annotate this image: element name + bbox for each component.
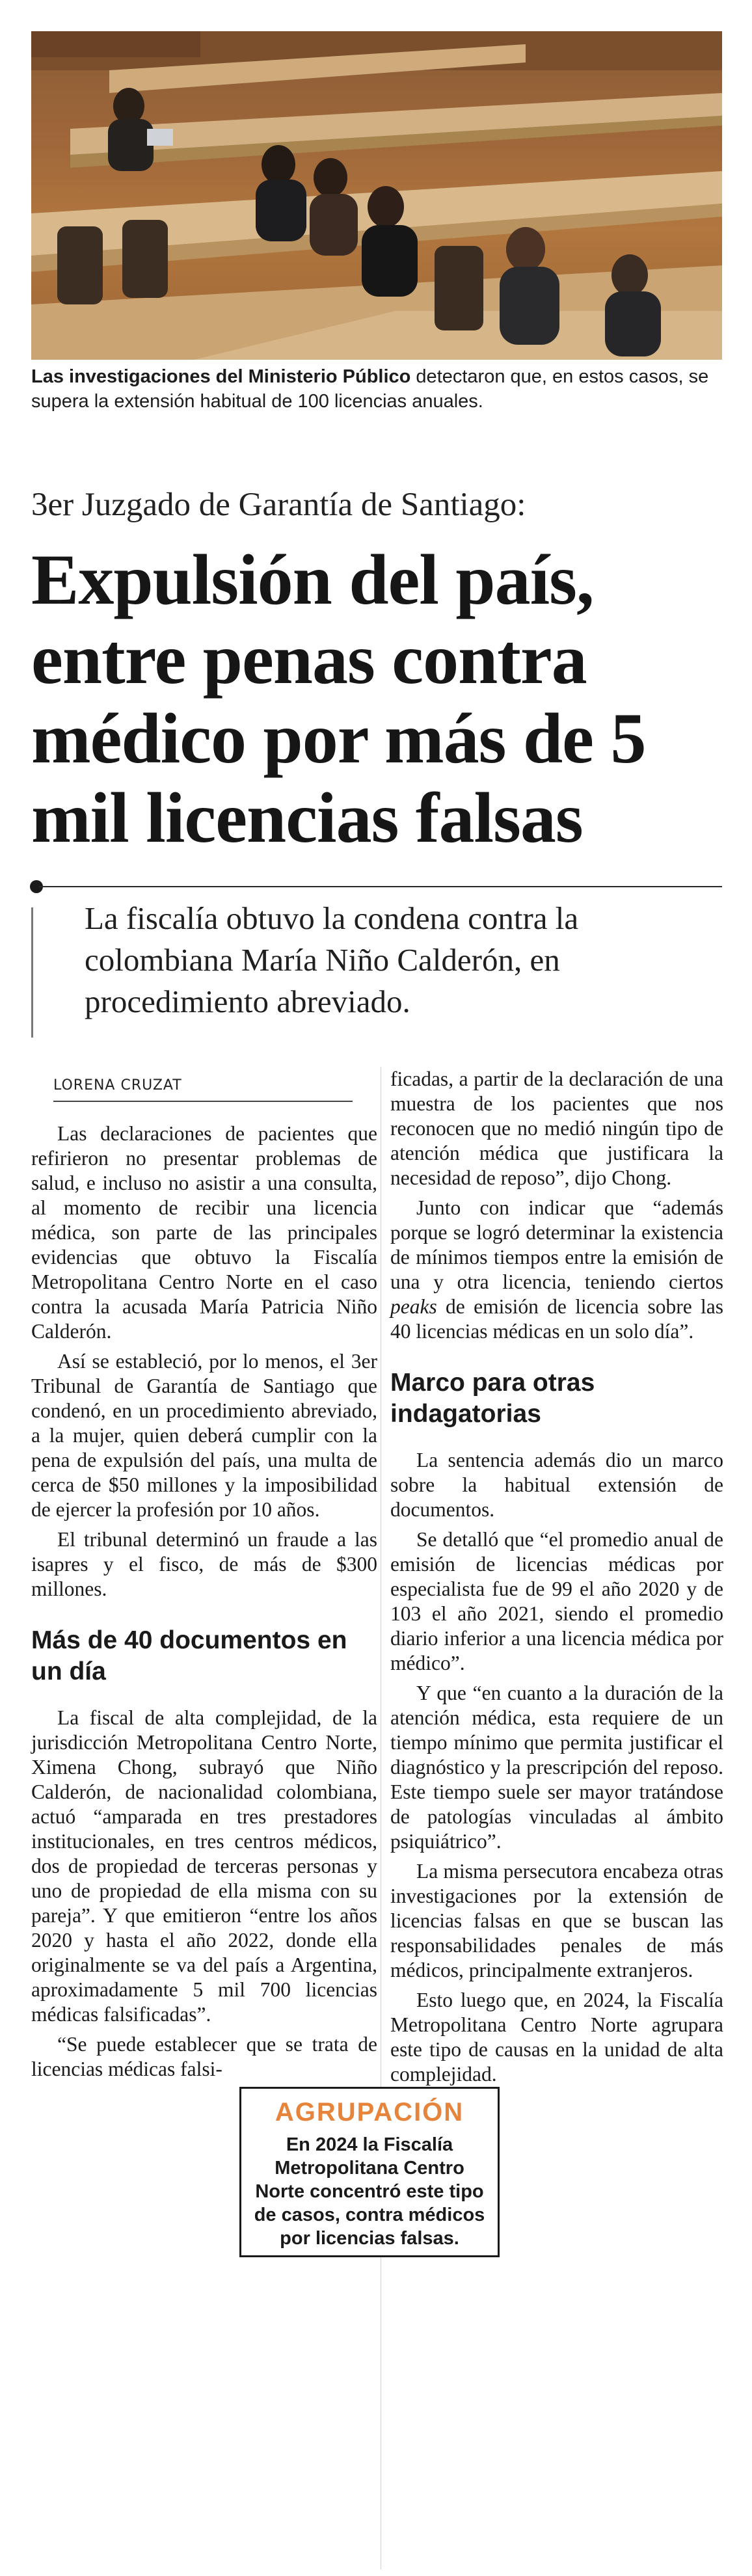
paragraph: La misma persecutora encabeza otras investigaciones por la extensión de licencias falsas en que se buscan las responsabilidades penales de más médicos, principalmente extranjeros. — [390, 1860, 723, 1981]
byline-rule — [53, 1101, 353, 1102]
highlight-text: En 2024 la Fiscalía Metropolitana Centro Norte concentró este tipo de casos, contra médicos por licencias falsas. — [254, 2134, 485, 2249]
highlight-box — [239, 2087, 500, 2257]
paragraph: La sentencia además dio un marco sobre la habitual extensión de documentos. — [390, 1449, 723, 1521]
paragraph: Y que “en cuanto a la duración de la atención médica, esta requiere de un tiempo mínimo que permita justificar el diagnóstico y la prescripción del reposo. Este tiempo suele ser mayor tratándose de patologías vinculadas al ámbito psiquiátrico”. — [390, 1682, 723, 1853]
section-heading: Más de 40 documentos en un día — [31, 1626, 347, 1685]
caption-bold: Las investigaciones del Ministerio Público — [31, 366, 411, 387]
paragraph: La fiscal de alta complejidad, de la jurisdicción Metropolitana Centro Norte, Ximena Chong, subrayó que Niño Calderón, de nacionalidad colombiana, actuó “amparada en tres prestadores institucionales, en tres centros médicos, dos de propiedad de terceras personas y uno de propiedad de ella misma con su pareja”. Y que emitieron “entre los años 2020 y hasta el año 2022, donde ella originalmente se va del país a Argentina, aproximadamente 5 mil 700 licencias médicas falsificadas”. — [31, 1706, 377, 2026]
courtroom-illustration — [31, 31, 722, 360]
highlight-label: AGRUPACIÓN — [275, 2098, 464, 2127]
paragraph — [390, 1196, 723, 1344]
left-column — [31, 1121, 377, 2087]
courtroom-photo — [31, 31, 751, 360]
headline-rule — [39, 886, 722, 887]
caption-text: detectaron que, en estos casos, se supera la extensión habitual de 100 licencias anuales. — [31, 366, 709, 412]
paragraph: Esto luego que, en 2024, la Fiscalía Metropolitana Centro Norte agrupara este tipo de causas en la unidad de alta complejidad. — [390, 1989, 723, 2086]
paragraph: ficadas, a partir de la declaración de una muestra de los pacientes que nos reconocen que no medió ningún tipo de atención médica que justificara la necesidad de reposo”, dijo Chong. — [390, 1067, 723, 1189]
paragraph: Las declaraciones de pacientes que refirieron no presentar problemas de salud, e incluso no asistir a una consulta, al momento de recibir una licencia médica, son parte de las principales evidencias que obtuvo la Fiscalía Metropolitana Centro Norte en el caso contra la acusada María Patricia Niño Calderón. — [31, 1122, 377, 1343]
photo-credit: HECTOR FLORES SCROFFT — [739, 83, 751, 226]
subhead: La fiscalía obtuvo la condena contra la colombiana María Niño Calderón, en procedimiento abreviado. — [85, 900, 579, 1019]
paragraph-italic: peaks — [390, 1295, 437, 1318]
paragraph: “Se puede establecer que se trata de licencias médicas falsi- — [31, 2033, 377, 2080]
right-column — [390, 1067, 723, 2092]
headline: Expulsión del país, entre penas contra médico por más de 5 mil licencias falsas — [31, 540, 646, 857]
paragraph-text: de emisión de licencia sobre las 40 licencias médicas en un solo día”. — [390, 1295, 723, 1343]
photo-caption — [31, 364, 722, 414]
paragraph: El tribunal determinó un fraude a las isapres y el fisco, de más de $300 millones. — [31, 1528, 377, 1600]
byline: LORENA CRUZAT — [53, 1077, 182, 1093]
paragraph: Así se estableció, por lo menos, el 3er Tribunal de Garantía de Santiago que condenó, en un procedimiento abreviado, a la mujer, quien deberá cumplir con la pena de expulsión del país, una multa de cerca de $50 millones y la imposibilidad de ejercer la profesión por 10 años. — [31, 1350, 377, 1521]
paragraph: Se detalló que “el promedio anual de emisión de licencias médicas por especialista fue de 99 el año 2020 y de 103 el año 2021, siendo el promedio diario inferior a una licencia médica por médico”. — [390, 1528, 723, 1674]
kicker: 3er Juzgado de Garantía de Santiago: — [31, 487, 526, 523]
section-heading: Marco para otras indagatorias — [390, 1369, 595, 1428]
paragraph-text: Junto con indicar que “además porque se logró determinar la existencia de mínimos tiempos entre la emisión de una y otra licencia, teniendo ciertos — [390, 1196, 723, 1293]
